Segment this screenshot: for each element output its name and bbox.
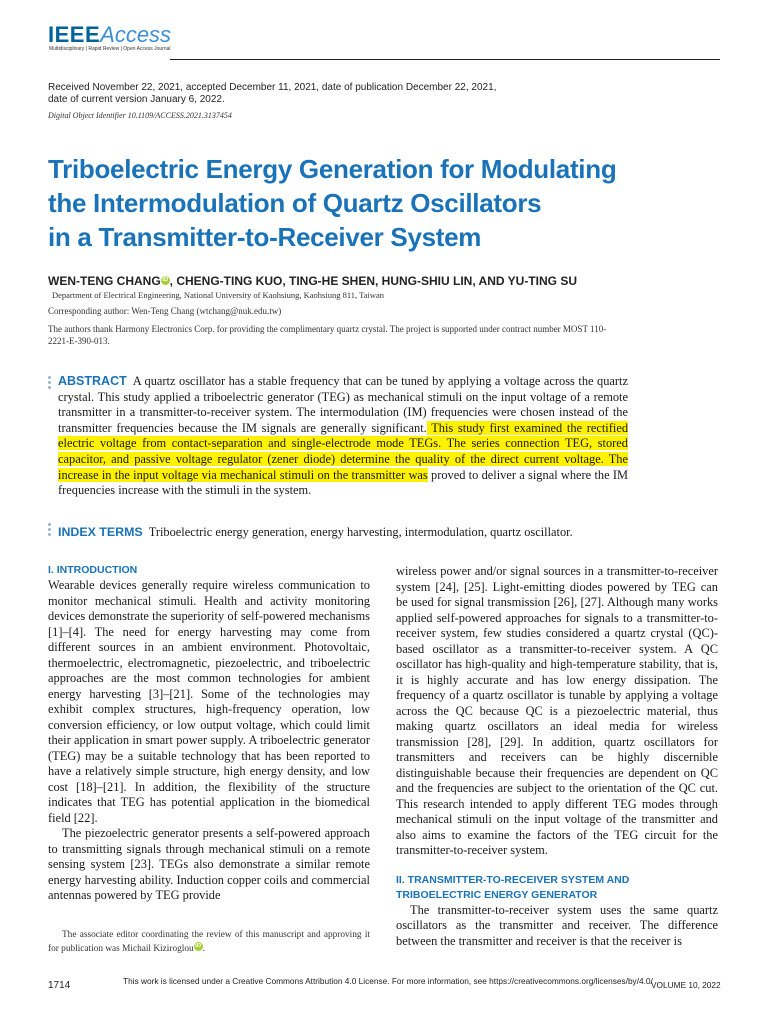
abstract	[58, 374, 628, 499]
title-line-2: the Intermodulation of Quartz Oscillators	[48, 188, 542, 218]
paragraph: Wearable devices generally require wireless communication to monitor mechanical stimuli. Health and activity monitoring devices demonstrate the superiority of self-powered mechanisms [1]–[4]. The need for energy harvesting may come from different sources in an ambient environment. Photovoltaic, thermoelectric, electromagnetic, piezoelectric, and triboelectric approaches are the most common technologies for ambient energy harvesting [3]–[21]. Some of the technologies may exhibit complex structures, high-frequency operation, low conversion efficiency, or low output voltage, which could limit their application in smart power supply. A triboelectric generator (TEG) may be a suitable technology that has been reported to have a relatively simple structure, high energy density, and low cost [18]–[21]. In addition, the flexibility of the structure indicates that TEG has potential application in the biomedical field [22].	[48, 578, 370, 825]
orcid-icon[interactable]: iD	[162, 277, 169, 283]
footnote-end: .	[202, 944, 205, 954]
paragraph: The transmitter-to-receiver system uses the same quartz oscillators as the transmitter and receiver. The difference between the transmitter and receiver is that the receiver is	[396, 902, 718, 948]
received-dates	[48, 82, 508, 106]
license-notice: This work is licensed under a Creative Commons Attribution 4.0 License. For more information, see https://creativecommons.org/licenses/by/4.0/	[123, 976, 653, 986]
current-version-line: date of current version January 6, 2022.	[48, 94, 225, 105]
section-heading-line: TRIBOELECTRIC ENERGY GENERATOR	[396, 888, 598, 901]
title-line-1: Triboelectric Energy Generation for Modulating	[48, 154, 617, 184]
corresponding-author: Corresponding author: Wen-Teng Chang (wtchang@nuk.edu.tw)	[48, 306, 282, 316]
volume-label: VOLUME 10, 2022	[651, 980, 721, 990]
logo-ieee-text: IEEE	[48, 22, 101, 47]
left-column	[48, 563, 370, 904]
journal-logo	[48, 22, 171, 48]
acknowledgment: The authors thank Harmony Electronics Corp. for providing the complimentary quartz crystal. The project is supported under contract number MOST 110-2221-E-390-013.	[48, 324, 607, 346]
abstract-text: A quartz oscillator has a stable frequency that can be tuned by applying a voltage across the quartz crystal. This study applied a triboelectric generator (TEG) as mechanical stimuli on the input voltage of a remote transmitter in a transmitter-to-receiver system. The intermodulation (IM) frequencies were chosen instead of the transmitter frequencies because the IM signals are generally significant.	[58, 374, 628, 435]
abstract-highlight: This study first examined the rectified electric voltage from contact-separation and single-electrode mode TEGs. The series connection TEG, stored capacitor, and passive voltage regulator (zener diode) determine the quality of the direct current voltage. The increase in the input voltage via mechanical stimuli on the transmitter was	[58, 420, 629, 482]
paragraph: The piezoelectric generator presents a self-powered approach to transmitting signals through mechanical stimuli on a remote sensing system [23]. TEGs also demonstrate a similar remote energy harvesting ability. Induction copper coils and commercial antennas powered by TEG provide	[48, 826, 370, 902]
right-column	[396, 564, 718, 949]
section-heading	[396, 873, 718, 903]
index-terms-label: INDEX TERMS	[58, 525, 143, 539]
abstract-label: ABSTRACT	[58, 374, 127, 388]
doi: Digital Object Identifier 10.1109/ACCESS.2021.3137454	[48, 111, 232, 120]
index-terms	[58, 524, 658, 540]
page-number: 1714	[48, 980, 71, 991]
logo-access-text: Access	[100, 22, 172, 47]
dots-icon	[48, 523, 51, 536]
paper-title	[48, 152, 708, 254]
section-heading: I. INTRODUCTION	[48, 564, 138, 576]
first-author: WEN-TENG CHANG	[48, 274, 161, 288]
footnote-text: The associate editor coordinating the review of this manuscript and approving it for publication was Michail Kiziroglou	[48, 930, 370, 954]
header-divider	[170, 59, 720, 60]
abstract-text-end: proved to deliver a signal where the IM frequencies increase with the stimuli in the system.	[58, 467, 628, 498]
other-authors: , CHENG-TING KUO, TING-HE SHEN, HUNG-SHIU LIN, AND YU-TING SU	[169, 274, 578, 288]
section-heading-line: II. TRANSMITTER-TO-RECEIVER SYSTEM AND	[396, 873, 630, 886]
journal-tagline: Multidisciplinary | Rapid Review | Open Access Journal	[49, 46, 171, 52]
orcid-icon[interactable]: iD	[195, 943, 202, 949]
title-line-3: in a Transmitter-to-Receiver System	[48, 222, 482, 252]
received-line: Received November 22, 2021, accepted December 11, 2021, date of publication December 22, 2021,	[48, 82, 497, 93]
dots-icon	[48, 376, 51, 389]
author-list	[48, 274, 728, 288]
paragraph: wireless power and/or signal sources in a transmitter-to-receiver system [24], [25]. Light-emitting diodes powered by TEG can be used for signal transmission [26], [27]. Although many works applied self-powered approaches for signals to a transmitter-to-receiver system, few studies considered a quartz crystal (QC)-based oscillator as a transmitter-to-receiver system. A QC oscillator has high-quality and high-temperature stability, that is, it is highly accurate and has low energy dissipation. The frequency of a quartz oscillator is tunable by applying a voltage across the QC because QC is a piezoelectric material, thus making quartz oscillators an ideal media for wireless transmission [28], [29]. In addition, quartz oscillators for transmitters and receivers can be highly discernible distinguishable because their frequencies are dependent on QC and the frequencies are subject to the orientation of the QC cut. This research intended to apply different TEG modes through mechanical stimuli on the input voltage of the transmitter and also aims to examine the factors of the TEG circuit for the transmitter-to-receiver system.	[396, 564, 718, 857]
affiliation: Department of Electrical Engineering, National University of Kaohsiung, Kaohsiung 811, Taiwan	[52, 290, 384, 300]
index-terms-text: Triboelectric energy generation, energy harvesting, intermodulation, quartz oscillator.	[148, 525, 573, 539]
editor-footnote	[48, 928, 370, 956]
